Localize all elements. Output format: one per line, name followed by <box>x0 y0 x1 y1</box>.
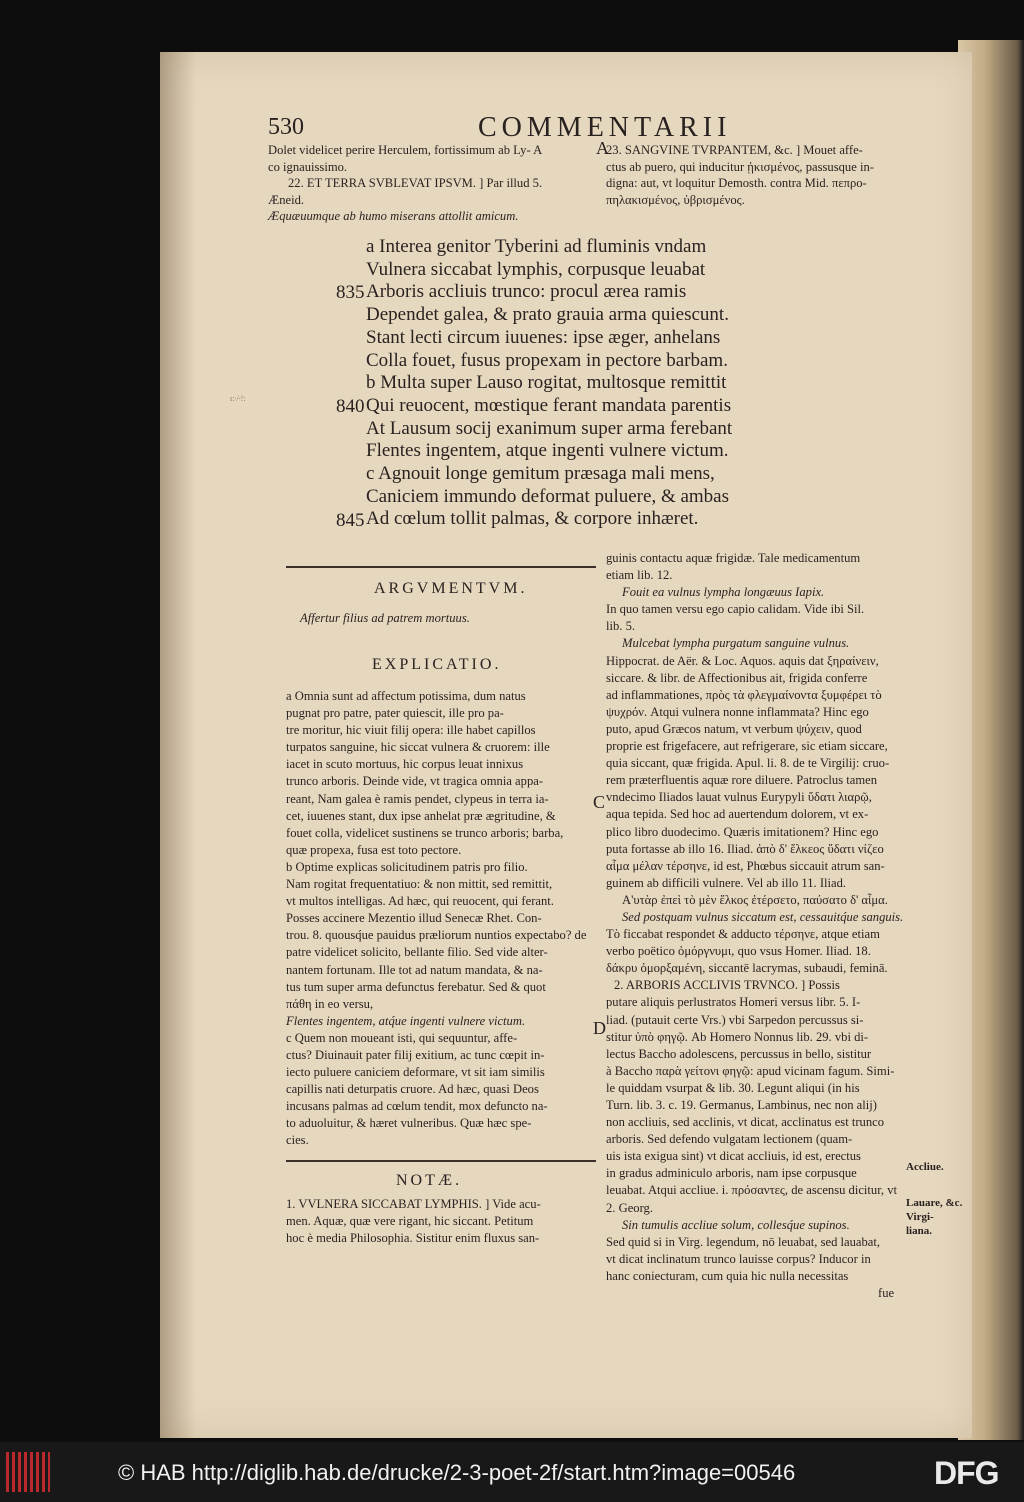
line-number: 840 <box>336 396 365 417</box>
notae-heading: NOTÆ. <box>396 1172 463 1189</box>
poem-line: b Multa super Lauso rogitat, multosque remittit <box>366 372 727 394</box>
source-credit[interactable]: © HAB http://diglib.hab.de/drucke/2-3-poet-2f/start.htm?image=00546 <box>118 1460 796 1485</box>
explicatio-text: a Omnia sunt ad affectum potissima, dum natus pugnat pro patre, pater quiescit, ille pro pa- tre moritur, hic viuit filij opera: ille habet capillos turpatos sanguine, hic siccat vulnera & cruorem: ille iacet in scuto mortuus, hic corpus leuat innixus trunco arboris. Deinde vide, vt tragica omnia appa- reant, Nam galea è ramis pendet, clypeus in terra ia- cet, iuuenes stant, dux ipse anhelat præ ægritudine, & fouet colla, videlicet sustinens se trunco arboris; barba, quæ propexa, fusa est toto pectore. b Optime explicas solicitudinem patris pro filio. Nam rogitat frequentatiuo: & non mittit, sed remittit, vt multos intelligas. Ad hæc, qui reuocent, qui ferant. Posses accinere Mezentio illud Senecæ Rhet. Con- trou. 8. quousq́ue pauidus præliorum nuntios expectabo? de patre videlicet solicito, bellante filio. Sed vide alter- nantem fortunam. Ille tot ad natum mandata, & na- tus tum super arma defunctus ferebatur. Sed & quot πάθη in eo versu, Flentes ingentem, atq́ue ingenti vulnere victum. c Quem non moueant isti, qui sequuntur, affe- ctus? Diuinauit pater filij exitium, ac tunc cœpit in- iecto puluere caniciem deformare, vt sit iam similis capillis nati deturpatis cruore. Ad hæc, quasi Deos incusans palmas ad cœlum tendit, mox defuncto na- to aduoluitur, & hæret vulneribus. Quæ hæc spe- cies. <box>286 689 587 1148</box>
page-number: 530 <box>268 114 304 140</box>
margin-letter: D <box>593 1018 606 1038</box>
poem-line: Stant lecti circum iuuenes: ipse æger, anhelans <box>366 326 721 348</box>
poem-line: At Lausum socij exanimum super arma ferebant <box>366 417 733 439</box>
poem-line: Arboris accliuis trunco: procul ærea ramis <box>366 281 687 303</box>
line-number: 835 <box>336 282 365 303</box>
poem-line: Qui reuocent, mœstique ferant mandata parentis <box>366 394 732 416</box>
notae-text: 1. VVLNERA SICCABAT LYMPHIS. ] Vide acu- men. Aquæ, quæ vere rigant, hic siccant. Petitum hoc è media Philosophia. Sistitur enim fluxus san- <box>286 1197 541 1246</box>
poem-line: Dependet galea, & prato grauia arma quiescunt. <box>366 304 729 326</box>
top-note-right: 23. SANGVINE TVRPANTEM, &c. ] Mouet affe- ctus ab puero, qui inducitur ᾐκισμένος, passusque in- digna: aut, vt loquitur Demosth. contra Mid. πεπρο- πηλακισμένος, ὑβρισμένος. <box>606 143 874 207</box>
divider <box>286 566 596 568</box>
poem-line: Flentes ingentem, atque ingenti vulnere victum. <box>366 440 729 462</box>
top-note-left: Dolet videlicet perire Herculem, fortissimum ab Ly- A co ignauissimo. 22. ET TERRA SVBLEVAT IPSVM. ] Par illud 5. Æneid. Æquæuumque ab humo miserans attollit amicum. <box>268 143 543 224</box>
gutter-shadow <box>160 52 196 1438</box>
poem-block <box>366 236 732 531</box>
poem-line: Ad cœlum tollit palmas, & corpore inhæret. <box>366 508 699 530</box>
hab-logo-icon <box>6 1452 50 1492</box>
argument-heading: ARGVMENTVM. <box>374 580 528 597</box>
poem-line: Caniciem immundo deformat puluere, & ambas <box>366 485 730 507</box>
poem-line: c Agnouit longe gemitum præsaga mali mens, <box>366 463 715 485</box>
side-note: Lauare, &c. Virgi- liana. <box>906 1197 963 1237</box>
divider <box>286 1160 596 1162</box>
poem-line: Colla fouet, fusus propexam in pectore barbam. <box>366 349 728 371</box>
argument-text: Affertur filius ad patrem mortuus. <box>300 611 470 625</box>
margin-annotation-mark: ı:∙/∙!: <box>230 394 246 403</box>
poem-line: Vulnera siccabat lymphis, corpusque leuabat <box>366 258 706 280</box>
margin-letter: A <box>596 138 609 158</box>
poem-line: a Interea genitor Tyberini ad fluminis vndam <box>366 236 707 257</box>
explicatio-heading: EXPLICATIO. <box>372 656 502 673</box>
side-note: Accliue. <box>906 1161 944 1173</box>
running-title: COMMENTARII <box>478 112 732 143</box>
right-column-text: guinis contactu aquæ frigidæ. Tale medicamentum etiam lib. 12. Fouit ea vulnus lympha longæuus Iapix. In quo tamen versu ego capio calidam. Vide ibi Sil. lib. 5. Mulcebat lympha purgatum sanguine vulnus. Hippocrat. de Aër. & Loc. Aquos. aquis dat ξηραίνειν, siccare. & libr. de Affectionibus ait, frigida conferre ad inflammationes, πρὸς τὰ φλεγμαίνοντα ξυμφέρει τὸ ψυχρόν. Atqui vulnera nonne inflammata? Hinc ego puto, apud Græcos natum, vt verbum ψύχειν, quod proprie est frigefacere, aut refrigerare, sic etiam siccare, quia siccant, quæ frigida. Apul. li. 8. de te Virgilij: cruo- rem præterfluentis aquæ rore diluere. Patroclus tamen vndecimo Iliados lauat vulnus Eurypyli ὕδατι λιαρῷ, aqua tepida. Sed hoc ad auertendum dolorem, vt ex- plico libro duodecimo. Quæris imitationem? Hinc ego puta fortasse ab illo 16. Iliad. ἀπὸ δ' ἕλκεος ὕδατι νίζεο αἷμα μέλαν τέρσηνε, id est, Phœbus siccauit atrum san- guinem ab difficili vulnere. Vel ab illo 11. Iliad. Α'υτὰρ ἐπεὶ τὸ μὲν ἕλκος ἐτέρσετο, παύσατο δ' αἷμα. Sed postquam vulnus siccatum est, cessauitq́ue sanguis. Τὸ ficcabat respondet & adducto τέρσηνε, atque etiam verbo poëtico ὀμόργνυμι, quo vsus Homer. Iliad. 18. δάκρυ ὀμορξαμένη, siccantē lacrymas, subaudi, feminā. 2. ARBORIS ACCLIVIS TRVNCO. ] Possis putare aliquis perlustratos Homeri versus libr. 5. I- liad. (putauit certe Vrs.) vbi Sarpedon percussus si- stitur ὑπὸ φηγῷ. Ab Homero Nonnus lib. 29. vbi di- lectus Baccho adolescens, percussus in bello, sistitur à Baccho παρὰ γείτονι φηγῷ: apud vicinam fagum. Simi- le quiddam vsurpat & lib. 30. Legunt aliqui (in his Turn. lib. 3. c. 19. Germanus, Lambinus, nec non alij) non accliuis, sed acclinis, vt dicat, acclinatus est trunco arboris. Sed defendo vulgatam lectionem (quam- uis ista exigua sint) vt dicat accliuis, id est, erectus in gradus adminiculo arboris, nam ipse corpusque leuabat. Atqui accliue. i. πρόσαντες, de ascensu dicitur, vt 2. Georg. Sin tumulis accliue solum, collesq́ue supinos. Sed quid si in Virg. legendum, nō leuabat, sed lauabat, vt dicat inclinatum trunco lauisse corpus? Inducor in hanc coniecturam, cum quia hic nulla necessitas fue <box>606 551 904 1301</box>
margin-letter: C <box>593 792 606 812</box>
dfg-logo: DFG <box>934 1455 999 1491</box>
line-number: 845 <box>336 510 365 531</box>
